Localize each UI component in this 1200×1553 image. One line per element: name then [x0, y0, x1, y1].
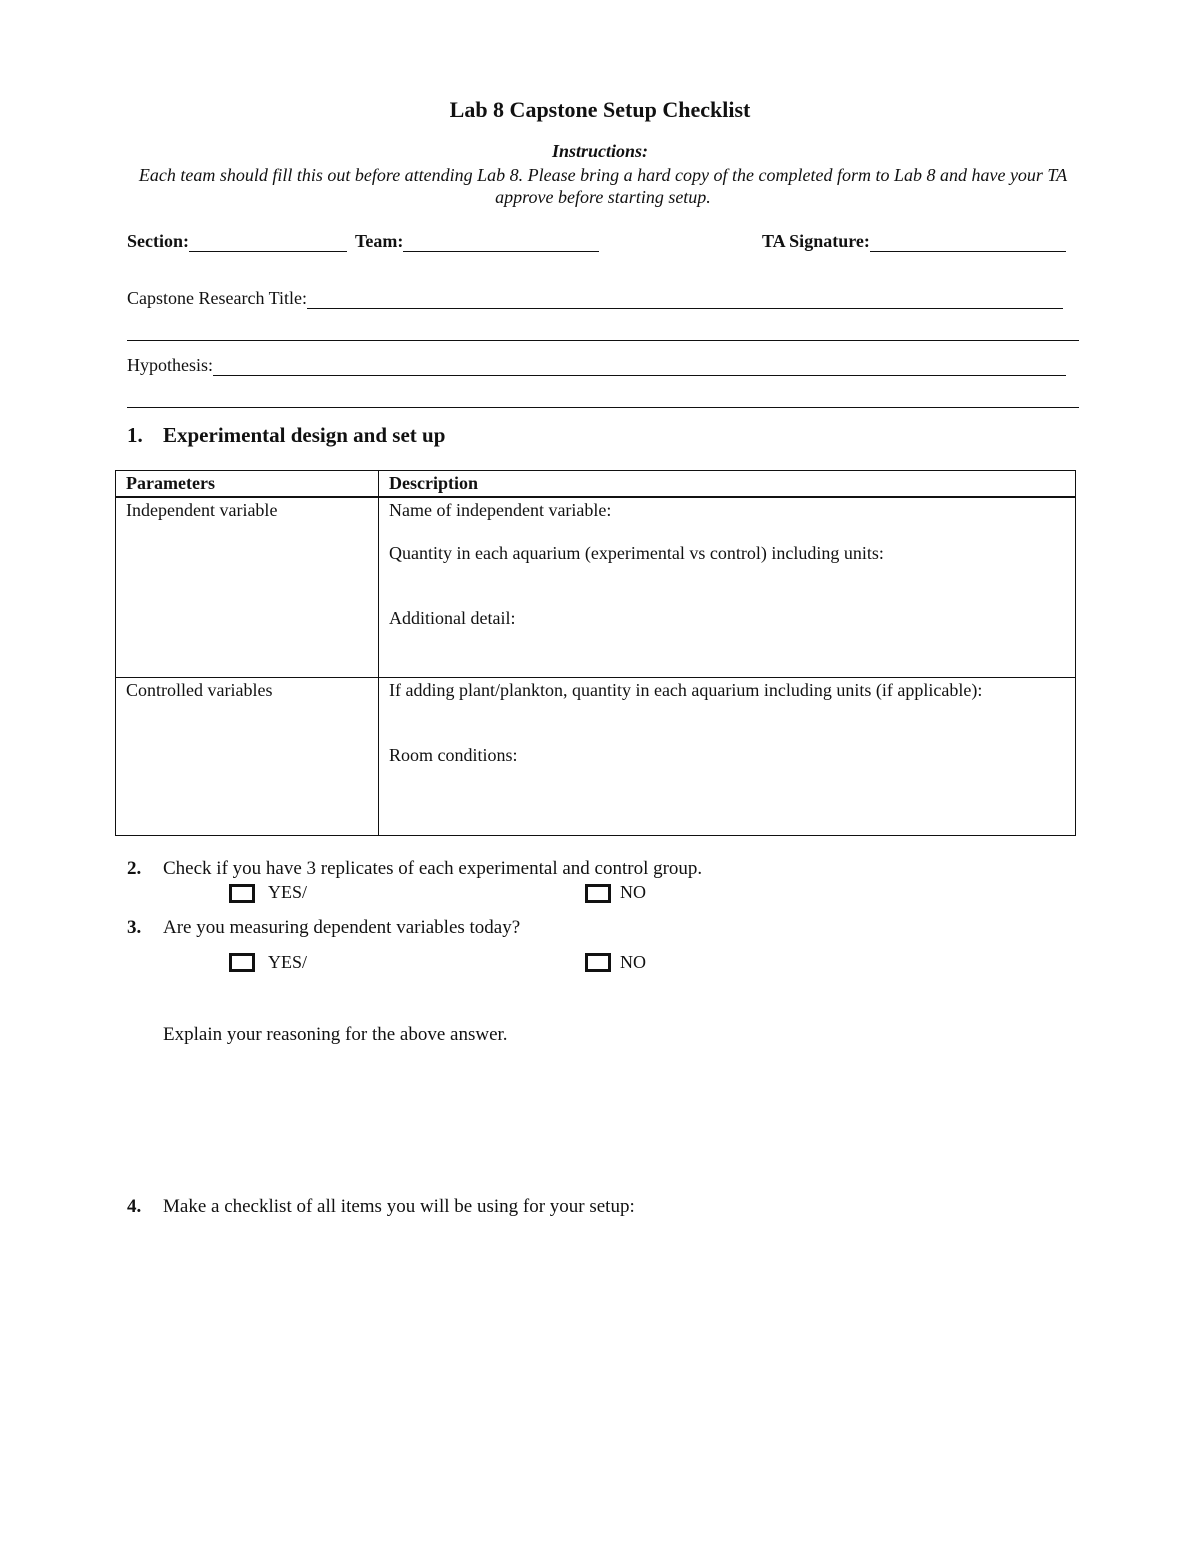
description-line: If adding plant/plankton, quantity in each aquarium including units (if applicable): — [389, 679, 983, 700]
section-field[interactable] — [127, 231, 347, 252]
team-label: Team: — [355, 231, 404, 251]
page-title: Lab 8 Capstone Setup Checklist — [449, 97, 751, 122]
table-header-row — [116, 471, 1076, 498]
q2-no-label: NO — [620, 882, 646, 902]
question-3-text: Are you measuring dependent variables today? — [163, 917, 521, 938]
question-2-text: Check if you have 3 replicates of each experimental and control group. — [163, 858, 703, 879]
question-2 — [127, 858, 702, 880]
table-cell-parameter: Independent variable — [116, 497, 379, 677]
table-header-parameters: Parameters — [116, 471, 379, 498]
hypothesis-line-2[interactable] — [127, 407, 1079, 408]
q3-yes-label: YES/ — [268, 952, 308, 972]
q2-yes-label: YES/ — [268, 882, 308, 902]
description-line: Additional detail: — [389, 608, 516, 628]
section-1-number: 1. — [127, 423, 143, 447]
description-line: Room conditions: — [389, 744, 518, 765]
table-row — [116, 497, 1076, 677]
question-4 — [127, 1196, 635, 1218]
ta-signature-field[interactable] — [762, 231, 1066, 252]
ta-signature-label: TA Signature: — [762, 231, 870, 251]
team-blank[interactable] — [403, 233, 599, 252]
table-cell-parameter: Controlled variables — [116, 677, 379, 835]
section-1-heading — [127, 423, 445, 448]
question-3-number: 3. — [127, 917, 142, 938]
table-row — [116, 677, 1076, 835]
parameters-table — [115, 470, 1076, 836]
table-header-description: Description — [379, 471, 1076, 498]
research-title-line-2[interactable] — [127, 340, 1079, 341]
hypothesis-label: Hypothesis: — [127, 355, 214, 375]
section-label: Section: — [127, 231, 189, 251]
table-cell-description[interactable] — [379, 497, 1076, 677]
table-cell-description[interactable] — [379, 677, 1076, 835]
q2-no-checkbox[interactable] — [585, 884, 611, 903]
ta-signature-blank[interactable] — [870, 233, 1066, 252]
question-3 — [127, 917, 520, 939]
description-line: Name of independent variable: — [389, 500, 612, 520]
description-line: Quantity in each aquarium (experimental vs control) including units: — [389, 543, 884, 563]
section-blank[interactable] — [189, 233, 347, 252]
instructions-heading: Instructions: — [551, 141, 649, 161]
question-4-number: 4. — [127, 1196, 142, 1217]
q3-no-label: NO — [620, 952, 646, 972]
q2-yes-checkbox[interactable] — [229, 884, 255, 903]
instructions-body: Each team should fill this out before attending Lab 8. Please bring a hard copy of the completed form to Lab 8 and have your TA approve before starting setup. — [138, 165, 1068, 207]
question-3-followup: Explain your reasoning for the above answer. — [163, 1024, 508, 1045]
q3-yes-checkbox[interactable] — [229, 953, 255, 972]
research-title-field[interactable] — [127, 288, 1063, 309]
question-2-number: 2. — [127, 858, 142, 879]
q3-no-checkbox[interactable] — [585, 953, 611, 972]
hypothesis-blank[interactable] — [213, 357, 1066, 376]
research-title-label: Capstone Research Title: — [127, 288, 307, 308]
research-title-blank[interactable] — [307, 290, 1063, 309]
section-1-title: Experimental design and set up — [163, 423, 446, 447]
question-4-text: Make a checklist of all items you will be using for your setup: — [163, 1196, 635, 1217]
team-field[interactable] — [355, 231, 599, 252]
hypothesis-field[interactable] — [127, 355, 1066, 376]
